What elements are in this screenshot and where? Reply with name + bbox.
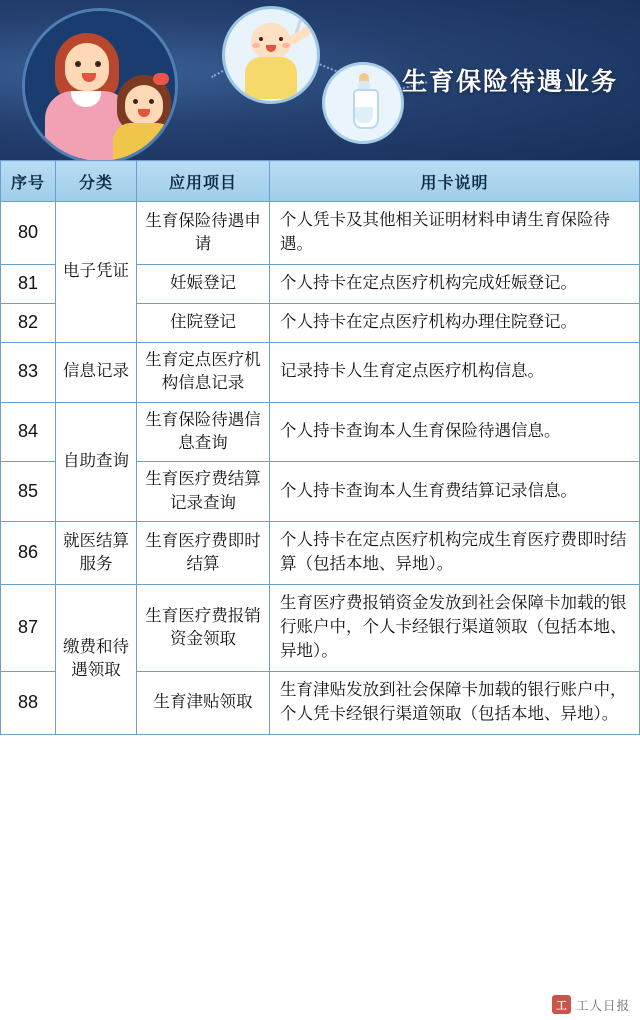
baby-bottle-illustration — [322, 62, 404, 144]
cell-description: 个人持卡在定点医疗机构完成生育医疗费即时结算（包括本地、异地）。 — [270, 522, 640, 585]
cell-index: 83 — [1, 342, 56, 402]
child-face — [125, 85, 163, 125]
cell-description: 个人持卡查询本人生育保险待遇信息。 — [270, 402, 640, 462]
cell-item: 生育医疗费结算记录查询 — [137, 462, 270, 522]
cell-category: 缴费和待遇领取 — [56, 585, 137, 735]
cell-category: 就医结算服务 — [56, 522, 137, 585]
cell-description: 记录持卡人生育定点医疗机构信息。 — [270, 342, 640, 402]
baby-cheek-left — [252, 43, 260, 48]
cell-item: 生育津贴领取 — [137, 671, 270, 734]
child-hair-bow — [153, 73, 169, 85]
watermark-badge-icon: 工 — [552, 995, 571, 1014]
column-header-description: 用卡说明 — [270, 161, 640, 202]
cell-description: 个人持卡在定点医疗机构办理住院登记。 — [270, 303, 640, 342]
baby-body — [245, 57, 297, 99]
child-eye-right — [149, 99, 154, 104]
cell-item: 生育医疗费报销资金领取 — [137, 585, 270, 672]
cell-item: 生育保险待遇信息查询 — [137, 402, 270, 462]
cell-item: 生育医疗费即时结算 — [137, 522, 270, 585]
column-header-item: 应用项目 — [137, 161, 270, 202]
mother-eye-right — [95, 61, 101, 67]
cell-description: 个人凭卡及其他相关证明材料申请生育保险待遇。 — [270, 202, 640, 265]
baby-eye-right — [279, 37, 283, 41]
table-row — [1, 202, 640, 265]
maternity-insurance-table — [0, 160, 640, 735]
table-body — [1, 202, 640, 735]
header-banner — [0, 0, 640, 160]
cell-item: 住院登记 — [137, 303, 270, 342]
cell-index: 88 — [1, 671, 56, 734]
baby-illustration — [222, 6, 320, 104]
cell-index: 80 — [1, 202, 56, 265]
cell-category: 信息记录 — [56, 342, 137, 402]
column-header-index: 序号 — [1, 161, 56, 202]
cell-item: 生育定点医疗机构信息记录 — [137, 342, 270, 402]
watermark — [552, 995, 630, 1014]
baby-cheek-right — [282, 43, 290, 48]
cell-index: 81 — [1, 264, 56, 303]
child-body — [113, 123, 175, 160]
bottle-milk-level — [355, 107, 373, 123]
cell-description: 个人持卡在定点医疗机构完成妊娠登记。 — [270, 264, 640, 303]
watermark-text: 工人日报 — [575, 998, 630, 1013]
mother-eye-left — [75, 61, 81, 67]
cell-index: 84 — [1, 402, 56, 462]
table-row — [1, 522, 640, 585]
cell-category: 电子凭证 — [56, 202, 137, 343]
cell-index: 87 — [1, 585, 56, 672]
baby-eye-left — [259, 37, 263, 41]
cell-index: 82 — [1, 303, 56, 342]
cell-description: 生育医疗费报销资金发放到社会保障卡加载的银行账户中，个人卡经银行渠道领取（包括本地、异地）。 — [270, 585, 640, 672]
cell-index: 86 — [1, 522, 56, 585]
cell-category: 自助查询 — [56, 402, 137, 522]
cell-item: 生育保险待遇申请 — [137, 202, 270, 265]
cell-item: 妊娠登记 — [137, 264, 270, 303]
table-row — [1, 342, 640, 402]
table-row — [1, 585, 640, 672]
table-row — [1, 402, 640, 462]
table-header-row — [1, 161, 640, 202]
cell-description: 生育津贴发放到社会保障卡加载的银行账户中，个人凭卡经银行渠道领取（包括本地、异地）。 — [270, 671, 640, 734]
cell-description: 个人持卡查询本人生育费结算记录信息。 — [270, 462, 640, 522]
baby-head — [251, 23, 291, 59]
column-header-category: 分类 — [56, 161, 137, 202]
mother-face — [65, 43, 109, 91]
table-header — [1, 161, 640, 202]
child-eye-left — [133, 99, 138, 104]
cell-index: 85 — [1, 462, 56, 522]
banner-title: 生育保险待遇业务 — [401, 68, 618, 96]
mother-and-child-illustration — [22, 8, 178, 160]
